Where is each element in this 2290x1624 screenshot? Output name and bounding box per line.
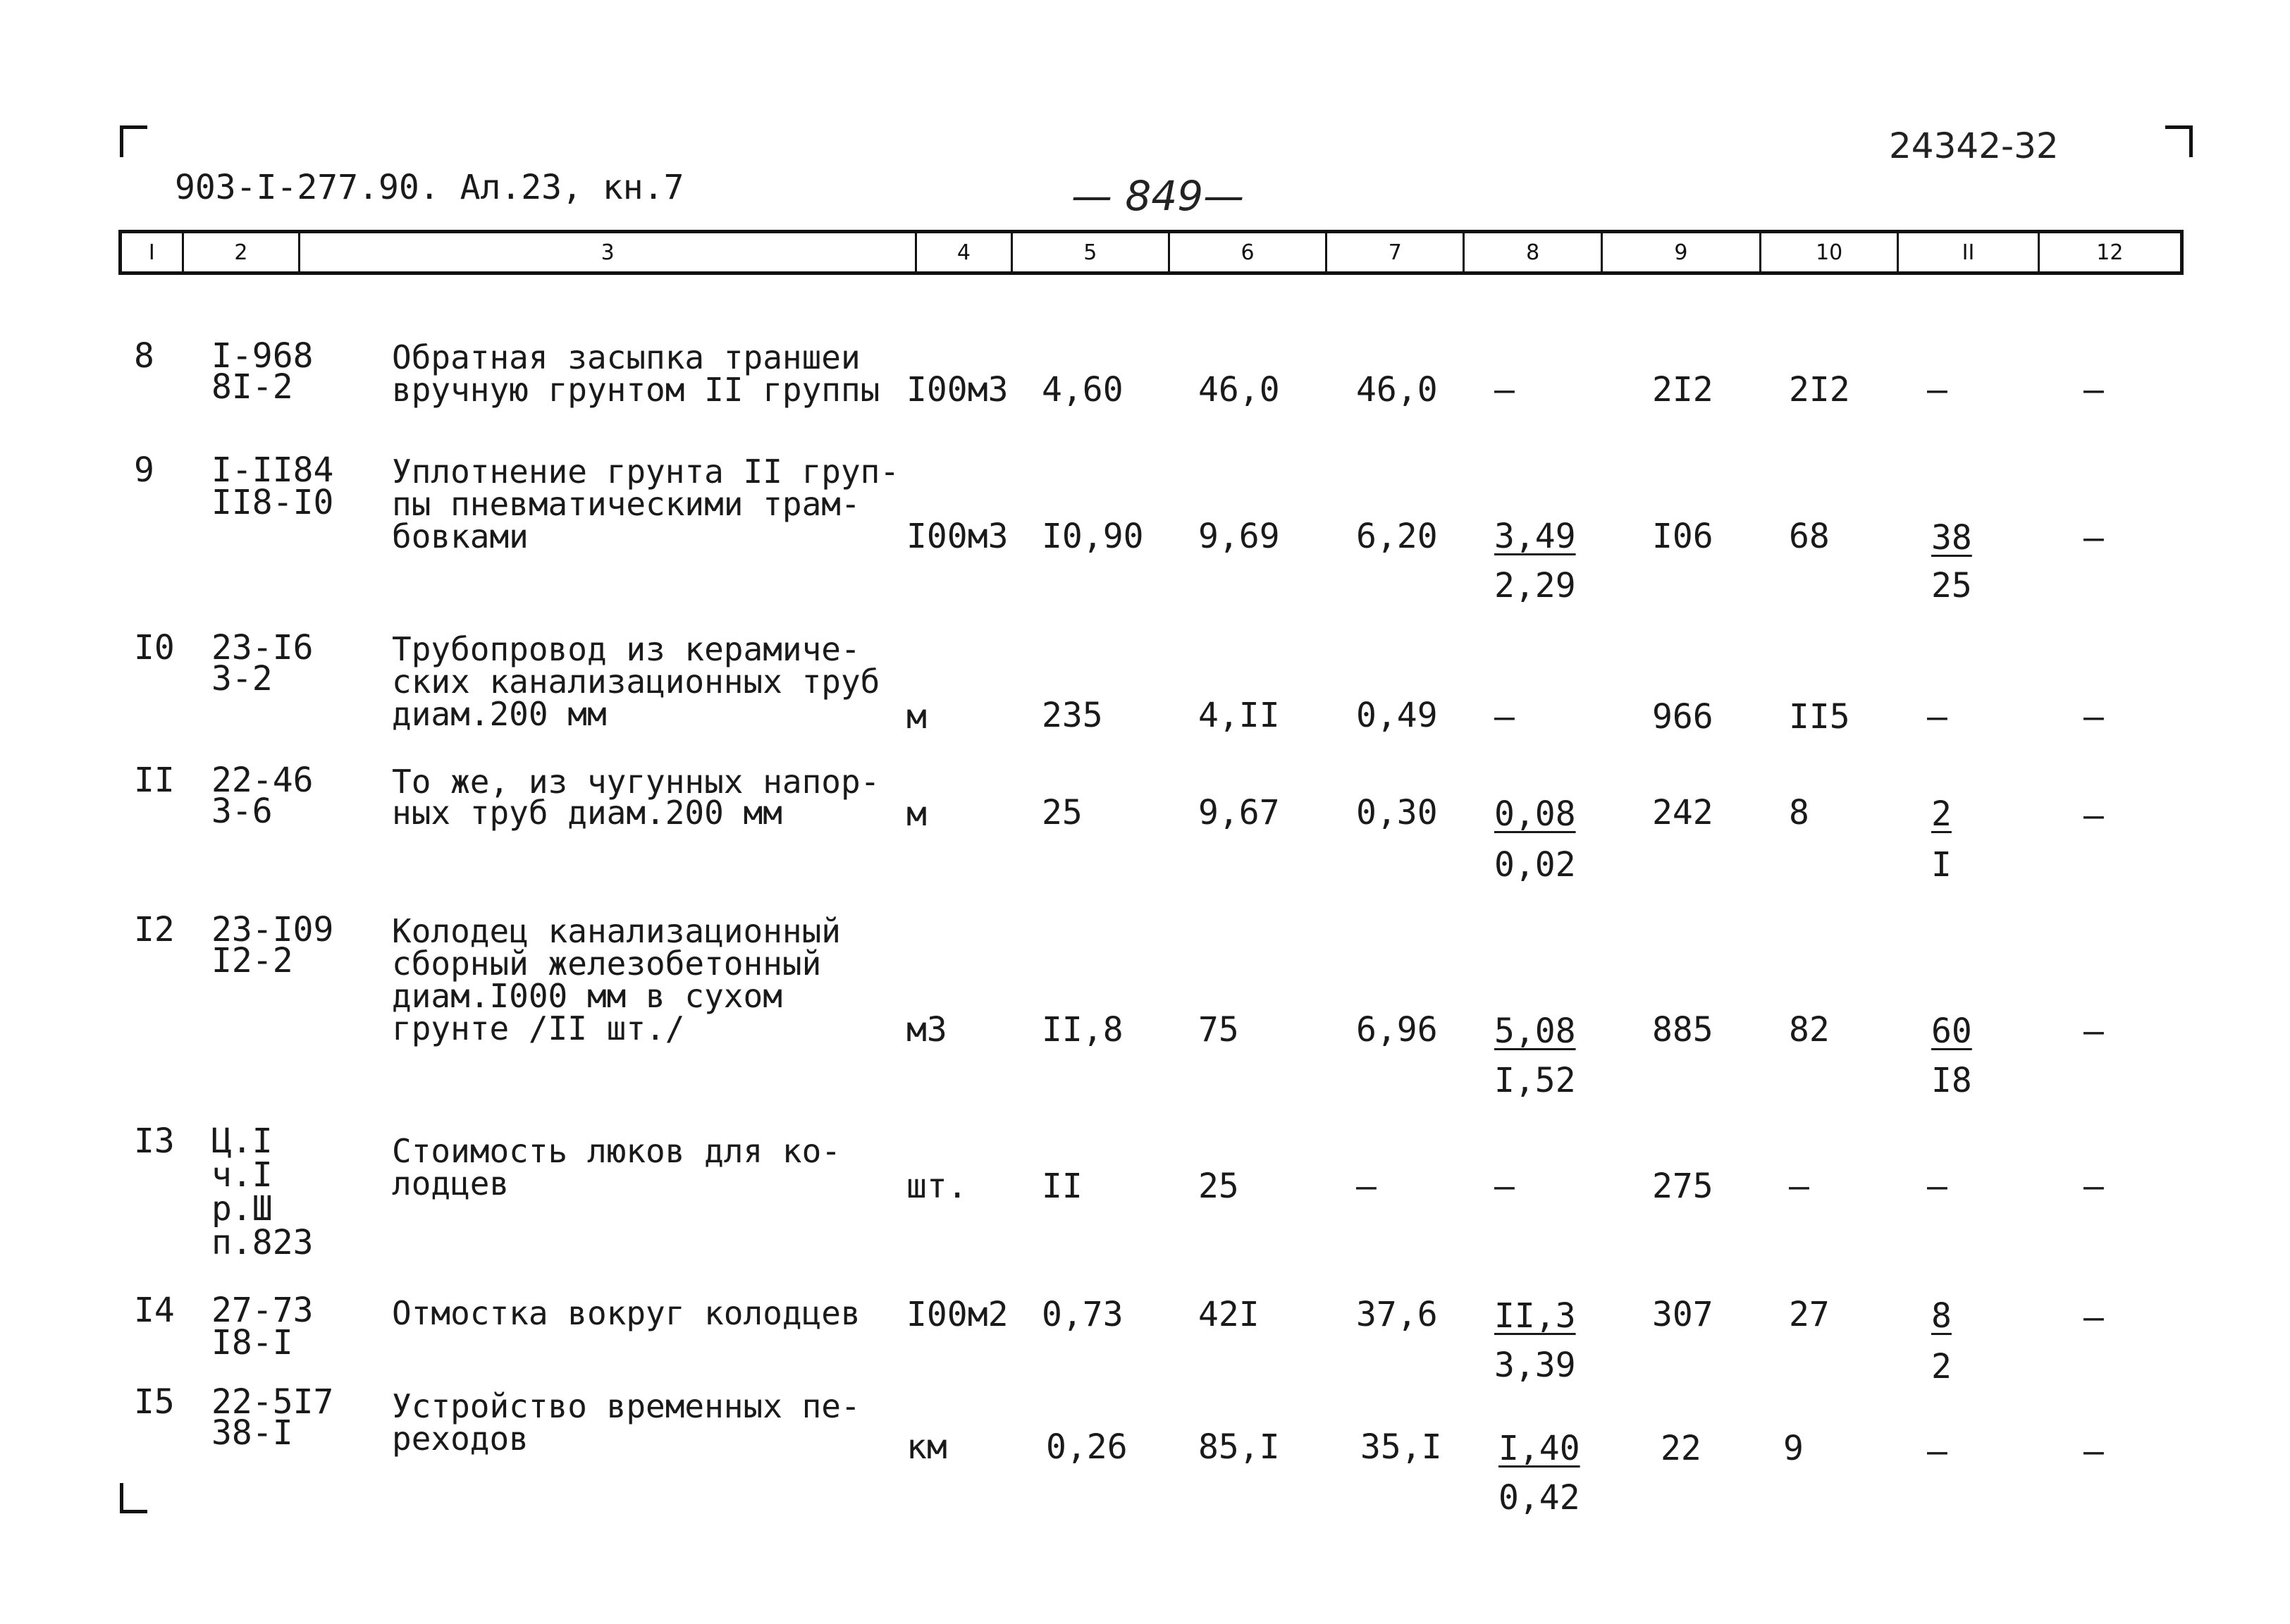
work-description: Трубопровод из керамиче- xyxy=(392,630,861,668)
total-wage: 27 xyxy=(1789,1295,1830,1334)
total-wage: 8 xyxy=(1789,793,1809,832)
norm-code: р.Ш xyxy=(211,1189,273,1229)
total-cost: 242 xyxy=(1652,793,1713,832)
document-code: 903-I-277.90. Ал.23, кн.7 xyxy=(175,168,684,207)
column-12-value: – xyxy=(2083,1298,2104,1337)
unit: км xyxy=(906,1427,947,1467)
column-12-value: – xyxy=(2083,1432,2104,1471)
work-description: диам.I000 мм в сухом xyxy=(392,977,782,1015)
column-12-value: – xyxy=(2083,796,2104,835)
norm-code: 8I-2 xyxy=(211,367,293,407)
unit-wage: 0,49 xyxy=(1356,696,1438,735)
unit-machine-cost: I,40 xyxy=(1498,1429,1580,1468)
column-header-row xyxy=(118,230,2184,275)
column-header-2: 2 xyxy=(184,233,300,271)
quantity: 0,73 xyxy=(1042,1295,1124,1334)
total-machine-cost: 38 xyxy=(1931,518,1972,558)
unit-wage: 46,0 xyxy=(1356,370,1438,410)
corner-mark-top-right xyxy=(2165,125,2193,157)
total-machine-cost: – xyxy=(1927,1167,1947,1206)
unit-cost: 75 xyxy=(1198,1010,1239,1050)
column-header-12: 12 xyxy=(2096,240,2124,265)
total-cost: 966 xyxy=(1652,697,1713,737)
norm-code: I-II84 xyxy=(211,450,334,490)
total-machine-cost: 8 xyxy=(1931,1296,1952,1336)
archive-number: 24342-32 xyxy=(1889,125,2059,166)
column-header-11: II xyxy=(1899,233,2039,271)
work-description: бовками xyxy=(392,517,529,555)
unit-machine-cost: 3,49 xyxy=(1494,517,1576,556)
work-description: Устройство временных пе- xyxy=(392,1387,861,1425)
work-description: Стоимость люков для ко- xyxy=(392,1132,841,1170)
norm-code: I8-I xyxy=(211,1323,293,1362)
work-description: диам.200 мм xyxy=(392,695,607,733)
quantity: II xyxy=(1042,1167,1083,1206)
column-12-value: – xyxy=(2083,370,2104,410)
quantity: 235 xyxy=(1042,696,1103,735)
column-header-10: 10 xyxy=(1761,233,1899,271)
unit-cost: 4,II xyxy=(1198,696,1280,735)
unit-machine-wage: 3,39 xyxy=(1494,1346,1576,1385)
row-number: II xyxy=(134,761,175,800)
unit-wage: 37,6 xyxy=(1356,1295,1438,1334)
work-description: Уплотнение грунта II груп- xyxy=(392,453,900,491)
unit-machine-cost: 5,08 xyxy=(1494,1011,1576,1051)
norm-code: 22-5I7 xyxy=(211,1382,334,1422)
column-header-6: 6 xyxy=(1170,233,1327,271)
total-machine-cost: 60 xyxy=(1931,1011,1972,1051)
unit-cost: 42I xyxy=(1198,1295,1260,1334)
work-description: Обратная засыпка траншеи xyxy=(392,338,861,376)
unit-wage: 0,30 xyxy=(1356,793,1438,832)
total-cost: 885 xyxy=(1652,1010,1713,1050)
column-12-value: – xyxy=(2083,697,2104,737)
total-machine-wage: I8 xyxy=(1931,1061,1972,1100)
work-description: То же, из чугунных напор- xyxy=(392,763,880,801)
work-description: Отмостка вокруг колодцев xyxy=(392,1294,861,1332)
unit-machine-cost: – xyxy=(1494,1167,1515,1206)
total-cost: I06 xyxy=(1652,517,1713,556)
unit: м xyxy=(906,697,927,737)
total-machine-wage: I xyxy=(1931,845,1952,885)
unit-machine-wage: 0,42 xyxy=(1498,1478,1580,1518)
norm-code: ч.I xyxy=(211,1155,273,1195)
quantity: I0,90 xyxy=(1042,517,1144,556)
total-machine-cost: – xyxy=(1927,370,1947,410)
unit-cost: 9,67 xyxy=(1198,793,1280,832)
work-description: реходов xyxy=(392,1420,529,1458)
column-12-value: – xyxy=(2083,1011,2104,1051)
work-description: Колодец канализационный xyxy=(392,912,841,950)
total-machine-cost: 2 xyxy=(1931,794,1952,834)
row-number: 8 xyxy=(134,336,154,376)
unit-wage: 35,I xyxy=(1360,1427,1442,1467)
total-wage: 2I2 xyxy=(1789,370,1850,410)
unit: I00м2 xyxy=(906,1295,1009,1334)
column-header-5: 5 xyxy=(1013,233,1170,271)
page-number: — 849— xyxy=(1071,172,1245,220)
total-wage: – xyxy=(1789,1167,1809,1206)
column-12-value: – xyxy=(2083,518,2104,558)
norm-code: 23-I6 xyxy=(211,628,314,668)
unit-cost: 85,I xyxy=(1198,1427,1280,1467)
work-description: пы пневматическими трам- xyxy=(392,485,861,523)
norm-code: 22-46 xyxy=(211,761,314,800)
column-header-4: 4 xyxy=(917,233,1013,271)
total-machine-wage: 2 xyxy=(1931,1347,1952,1386)
norm-code: п.823 xyxy=(211,1223,314,1262)
unit-wage: 6,96 xyxy=(1356,1010,1438,1050)
unit: м3 xyxy=(906,1010,947,1050)
unit-machine-cost: 0,08 xyxy=(1494,794,1576,834)
unit-cost: 9,69 xyxy=(1198,517,1280,556)
unit-cost: 46,0 xyxy=(1198,370,1280,410)
work-description: лодцев xyxy=(392,1164,510,1202)
unit: I00м3 xyxy=(906,370,1009,410)
total-cost: 22 xyxy=(1661,1429,1701,1468)
column-12-value: – xyxy=(2083,1167,2104,1206)
column-header-8: 8 xyxy=(1465,233,1602,271)
total-wage: 9 xyxy=(1783,1429,1804,1468)
norm-code: 27-73 xyxy=(211,1291,314,1330)
norm-code: 38-I xyxy=(211,1413,293,1453)
column-header-7: 7 xyxy=(1327,233,1465,271)
unit-machine-wage: I,52 xyxy=(1494,1061,1576,1100)
total-wage: 68 xyxy=(1789,517,1830,556)
unit-wage: – xyxy=(1356,1167,1377,1206)
norm-code: I-968 xyxy=(211,336,314,376)
total-machine-wage: 25 xyxy=(1931,566,1972,605)
norm-code: II8-I0 xyxy=(211,483,334,522)
total-wage: II5 xyxy=(1789,697,1850,737)
work-description: вручную грунтом II группы xyxy=(392,371,880,409)
corner-mark-top-left xyxy=(120,125,147,157)
total-cost: 307 xyxy=(1652,1295,1713,1334)
norm-code: Ц.I xyxy=(211,1121,273,1161)
unit-machine-wage: 0,02 xyxy=(1494,845,1576,885)
row-number: I2 xyxy=(134,910,175,949)
row-number: I5 xyxy=(134,1382,175,1422)
norm-code: I2-2 xyxy=(211,941,293,980)
corner-mark-bottom-left xyxy=(120,1483,147,1513)
total-wage: 82 xyxy=(1789,1010,1830,1050)
work-description: ских канализационных труб xyxy=(392,663,880,701)
total-machine-cost: – xyxy=(1927,697,1947,737)
quantity: 4,60 xyxy=(1042,370,1124,410)
column-header-9: 9 xyxy=(1603,233,1761,271)
column-header-3: 3 xyxy=(300,233,917,271)
quantity: 25 xyxy=(1042,793,1083,832)
total-machine-cost: – xyxy=(1927,1432,1947,1471)
row-number: I4 xyxy=(134,1291,175,1330)
norm-code: 3-2 xyxy=(211,659,273,699)
unit-machine-cost: II,3 xyxy=(1494,1296,1576,1336)
total-cost: 275 xyxy=(1652,1167,1713,1206)
unit-machine-cost: – xyxy=(1494,697,1515,737)
unit-machine-wage: 2,29 xyxy=(1494,566,1576,605)
row-number: I3 xyxy=(134,1121,175,1161)
norm-code: 23-I09 xyxy=(211,910,334,949)
row-number: I0 xyxy=(134,628,175,668)
unit: I00м3 xyxy=(906,517,1009,556)
quantity: II,8 xyxy=(1042,1010,1124,1050)
work-description: грунте /II шт./ xyxy=(392,1009,685,1047)
unit-wage: 6,20 xyxy=(1356,517,1438,556)
row-number: 9 xyxy=(134,450,154,490)
unit: шт. xyxy=(906,1167,968,1206)
column-header-1: I xyxy=(122,233,184,271)
unit-cost: 25 xyxy=(1198,1167,1239,1206)
unit-machine-cost: – xyxy=(1494,370,1515,410)
norm-code: 3-6 xyxy=(211,792,273,831)
quantity: 0,26 xyxy=(1046,1427,1128,1467)
work-description: сборный железобетонный xyxy=(392,945,822,983)
total-cost: 2I2 xyxy=(1652,370,1713,410)
work-description: ных труб диам.200 мм xyxy=(392,794,782,832)
unit: м xyxy=(906,794,927,834)
